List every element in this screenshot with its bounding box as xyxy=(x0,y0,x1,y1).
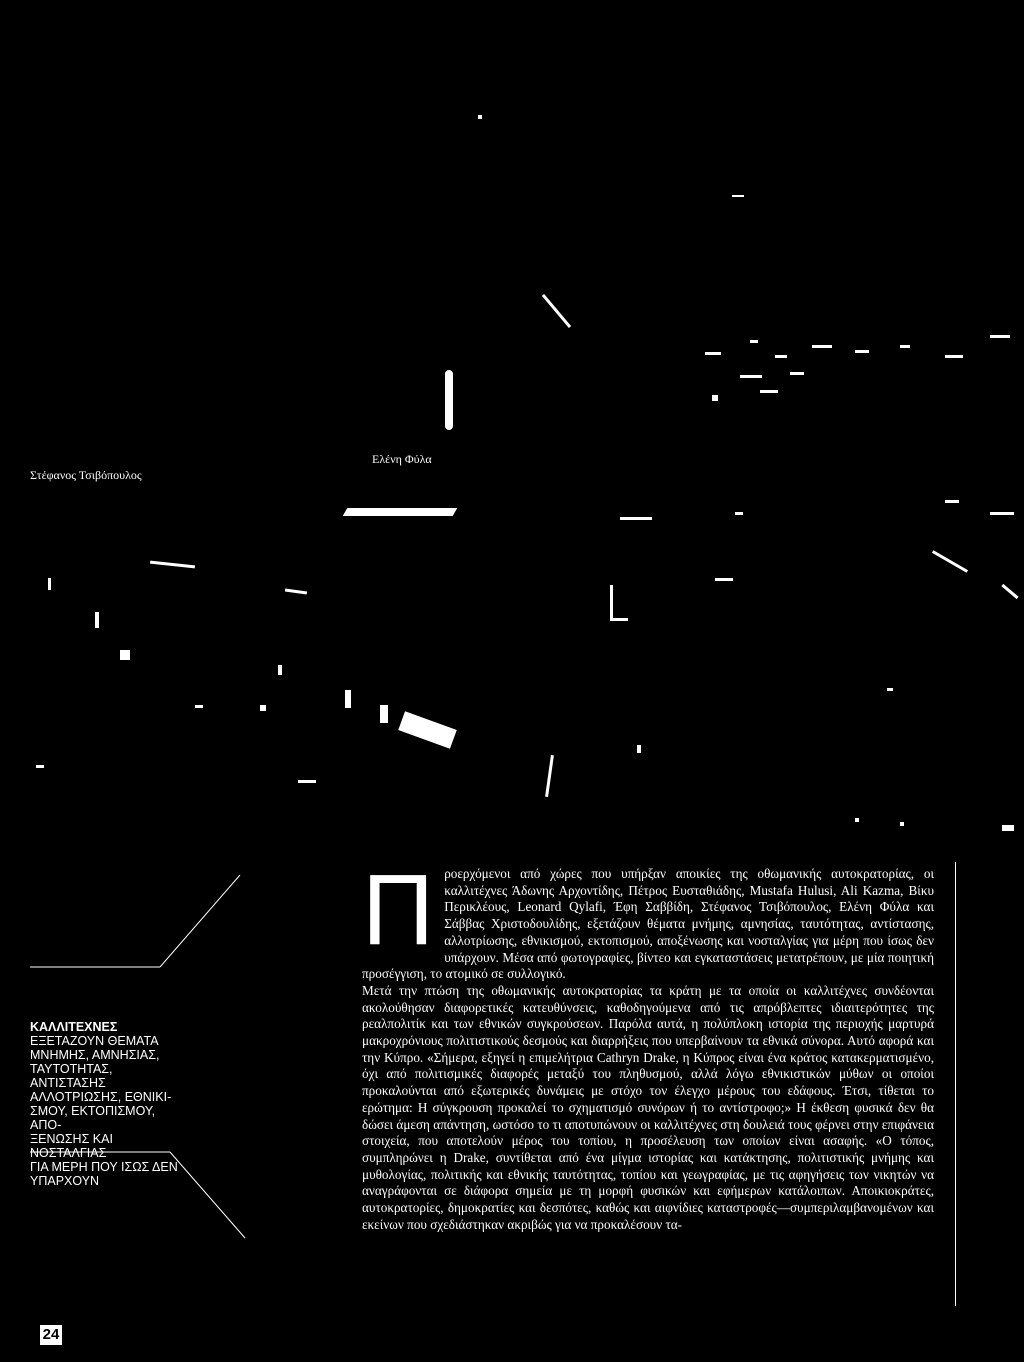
photo-speck xyxy=(900,345,910,348)
photo-speck xyxy=(95,612,99,628)
photo-speck xyxy=(278,665,282,675)
photo-speck xyxy=(445,370,453,430)
sidebar-line: ΣΜΟΥ, ΕΚΤΟΠΙΣΜΟΥ, ΑΠΟ- xyxy=(30,1104,156,1132)
photo-speck xyxy=(775,355,787,358)
photo-speck xyxy=(345,690,351,708)
sidebar-line: ΤΑΥΤΟΤΗΤΑΣ, ΑΝΤΙΣΤΑΣΗΣ xyxy=(30,1062,113,1090)
photo-speck xyxy=(298,780,316,783)
photo-speck xyxy=(735,512,743,515)
photo-speck xyxy=(36,765,44,768)
photo-speck xyxy=(790,372,804,375)
photo-speck xyxy=(195,705,203,708)
sidebar-rule-top xyxy=(30,870,250,990)
sidebar-line: ΕΞΕΤΑΖΟΥΝ ΘΕΜΑΤΑ xyxy=(30,1034,159,1048)
photo-speck xyxy=(260,705,266,711)
photo-speck xyxy=(545,755,554,797)
photo-speck xyxy=(380,705,388,723)
photo-speck xyxy=(637,745,641,753)
photo-speck xyxy=(750,340,758,343)
photo-speck xyxy=(812,345,832,348)
photo-speck xyxy=(887,688,893,691)
photo-speck xyxy=(285,588,307,594)
photo-speck xyxy=(732,195,744,197)
sidebar-rule-bottom xyxy=(30,1150,250,1270)
photo-speck xyxy=(945,355,963,358)
photo-speck xyxy=(855,818,859,822)
sidebar-line: ΞΕΝΩΣΗΣ ΚΑΙ ΝΟΣΤΑΛΓΙΑΣ xyxy=(30,1132,113,1160)
photo-speck xyxy=(715,578,733,581)
sidebar-line: ΓΙΑ ΜΕΡΗ ΠΟΥ ΙΣΩΣ ΔΕΝ xyxy=(30,1160,178,1174)
photo-speck xyxy=(855,350,869,353)
photo-speck xyxy=(712,395,718,401)
photo-speck xyxy=(48,578,51,590)
photo-speck xyxy=(990,512,1014,515)
article-paragraph-1: ροερχόμενοι από χώρες που υπήρξαν αποικίες της οθωμανικής αυτοκρατορίας, οι καλλιτέχνες Άδωνης Αρχοντίδης, Πέτρος Ευσταθιάδης, Mustafa Hulusi, Ali Kazma, Βίκυ Περικλέους, Leonard Qylafi, Έφη Σαββίδη, Στέφανος Τσιβόπουλος, Ελένη Φύλα και Σάββας Χριστοδουλίδης, εξετάζουν θέματα μνήμης, αμνησίας, ταυτότητας, αντίστασης, αλλοτρίωσης, εθνικισμού, εκτοπισμού, αποξένωσης και νοσταλγίας για μέρη που ίσως δεν υπάρχουν. Μέσα από φωτογραφίες, βίντεο και εγκαταστάσεις μετατρέπουν, με μία ποιητική προσέγγιση, το ατομικό σε συλλογικό. xyxy=(362,866,934,982)
page-number: 24 xyxy=(40,1325,62,1345)
sidebar-line: ΥΠΑΡΧΟΥΝ xyxy=(30,1174,100,1188)
photo-speck xyxy=(542,294,571,328)
photo-speck xyxy=(1002,825,1014,831)
photo-speck xyxy=(398,711,457,749)
photo-speck xyxy=(740,375,762,378)
photo-speck xyxy=(343,508,458,516)
photo-speck xyxy=(1001,584,1018,599)
column-rule xyxy=(955,862,956,1306)
photo-speck xyxy=(610,618,628,621)
photo-speck xyxy=(990,335,1010,338)
photo-speck xyxy=(945,500,959,503)
sidebar-title: ΚΑΛΛΙΤΕΧΝΕΣ xyxy=(30,1020,118,1034)
photo-speck xyxy=(760,390,778,393)
photo-speck xyxy=(120,650,130,660)
sidebar-line: ΜΝΗΜΗΣ, ΑΜΝΗΣΙΑΣ, xyxy=(30,1048,160,1062)
artist-caption-left: Στέφανος Τσιβόπουλος xyxy=(30,468,142,482)
sidebar-line: ΑΛΛΟΤΡΙΩΣΗΣ, ΕΘΝΙΚΙ- xyxy=(30,1090,172,1104)
photo-speck xyxy=(478,115,482,119)
photo-speck xyxy=(150,561,195,569)
photo-speck xyxy=(900,822,904,826)
article-paragraph-2: Μετά την πτώση της οθωμανικής αυτοκρατορίας τα κράτη με τα οποία οι καλλιτέχνες συνδέονται ακολούθησαν διαφορετικές κατευθύνσεις, καθοδηγούμενα από τις απρόβλεπτες ιδιαιτερότητες της ρεαλπολιτίκ και των εθνικών συγκρούσεων. Παρόλα αυτά, η πολύπλοκη ιστορία της περιοχής μαρτυρά μακροχρόνιους πολιτιστικούς δεσμούς και διαρρήξεις που υπερβαίνουν τα εθνικά σύνορα. Αυτό αφορά και την Κύπρο. «Σήμερα, εξηγεί η επιμελήτρια Cathryn Drake, η Κύπρος είναι ένα κράτος κατακερματισμένο, όχι από πολιτισμικές διαφορές μεταξύ του πληθυσμού, αλλά λόγω εθνικιστικών μύθων οι οποίοι προκαλούνται από εξωτερικές δυνάμεις με στόχο τον έλεγχο μέρους του εδάφους. Έτσι, τίθεται το ερώτημα: Η σύγκρουση προκαλεί το σχηματισμό συνόρων ή το αντίστροφο;» Η έκθεση φυσικά δεν θα δώσει άμεση απάντηση, ωστόσο το τι αποτυπώνουν οι καλλιτέχνες στη δουλειά τους φέρνει στην επιφάνεια στοιχεία, που αποτελούν μέρος του τοπίου, η προσέλευση των οποίων είναι ασαφής. «Ο τόπος, συμπληρώνει η Drake, συντίθεται από ένα μίγμα ιστορίας και κατάκτησης, πολιτιστικής μνήμης και μυθολογίας, πολιτικής και εθνικής ταυτότητας, τοπίου και γεωγραφίας, με τις αφηγήσεις των νικητών να αναγράφονται σε διάφορα σημεία με τη μορφή φυσικών και εφήμερων κατάλοιπων. Αποικιοκράτες, αυτοκρατορίες, δημοκρατίες και δεσπότες, καθώς και αιφνίδιες καταστροφές—συμπεριλαμβανομένων και εκείνων που σχεδιάστηκαν ακριβώς για να προκαλέσουν τα- xyxy=(362,982,934,1232)
article-body xyxy=(362,854,934,1233)
photo-speck xyxy=(620,517,652,520)
photo-speck xyxy=(705,352,721,355)
drop-cap: Π xyxy=(362,854,435,966)
artist-caption-center: Ελένη Φύλα xyxy=(372,452,432,466)
photo-speck xyxy=(932,550,968,573)
photo-speck xyxy=(610,585,613,620)
